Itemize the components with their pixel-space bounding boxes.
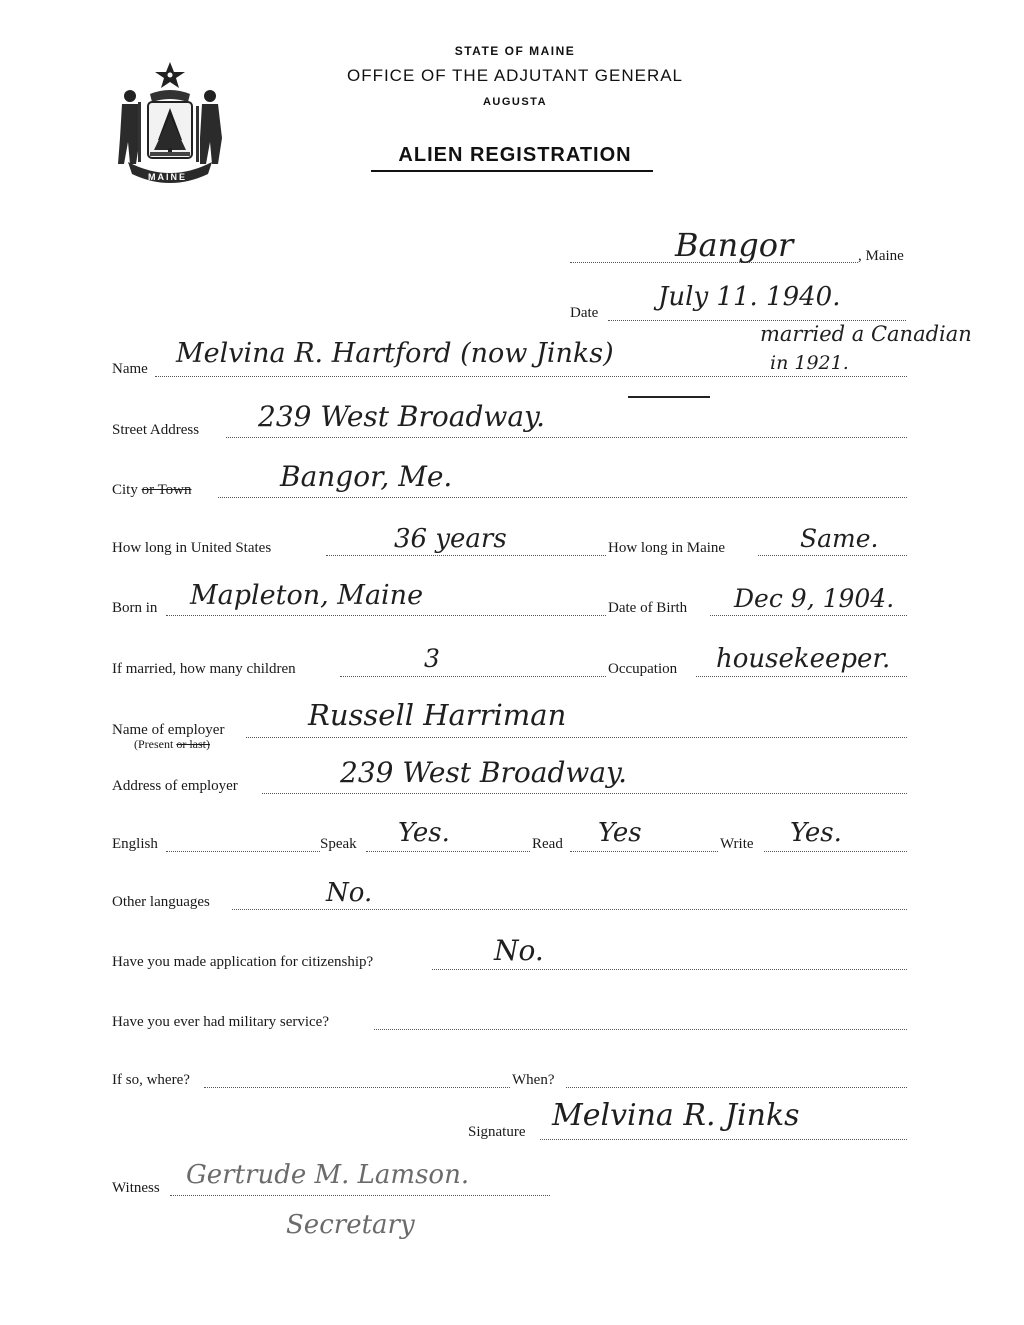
street-line xyxy=(226,437,907,438)
how-long-us-value: 36 years xyxy=(394,524,507,554)
city-label-text: City xyxy=(112,482,138,498)
how-long-us-label: How long in United States xyxy=(112,540,272,556)
occupation-label: Occupation xyxy=(608,661,678,677)
date-line xyxy=(608,320,906,321)
witness-title: Secretary xyxy=(286,1210,415,1240)
street-label: Street Address xyxy=(112,422,200,438)
witness-label: Witness xyxy=(112,1180,160,1196)
header-city: AUGUSTA xyxy=(482,96,548,108)
english-line xyxy=(166,851,320,852)
seal-banner-text: MAINE xyxy=(148,172,187,182)
born-in-label: Born in xyxy=(112,600,158,616)
name-label: Name xyxy=(112,361,148,377)
dob-value: Dec 9, 1904. xyxy=(734,584,895,613)
city-value: Bangor, Me. xyxy=(280,460,453,493)
employer-label: Name of employer xyxy=(112,722,225,738)
name-value: Melvina R. Hartford (now Jinks) xyxy=(176,338,614,369)
military-line xyxy=(374,1029,907,1030)
header-office: OFFICE OF THE ADJUTANT GENERAL xyxy=(346,66,684,85)
english-label: English xyxy=(112,836,158,852)
children-line xyxy=(340,676,606,677)
employer-address-value: 239 West Broadway. xyxy=(340,756,628,789)
children-label: If married, how many children xyxy=(112,661,296,677)
write-line xyxy=(764,851,907,852)
employer-value: Russell Harriman xyxy=(308,698,567,732)
military-label: Have you ever had military service? xyxy=(112,1014,329,1030)
write-label: Write xyxy=(720,836,754,852)
state-seal-icon xyxy=(110,58,230,188)
date-value: July 11. 1940. xyxy=(658,282,841,312)
employer-sub-label-struck: or last) xyxy=(176,737,210,751)
signature-label: Signature xyxy=(468,1124,526,1140)
place-suffix: , Maine xyxy=(858,248,904,264)
witness-line xyxy=(170,1195,550,1196)
city-label xyxy=(112,482,192,499)
how-long-maine-label: How long in Maine xyxy=(608,540,726,556)
name-line xyxy=(155,376,907,377)
when-line xyxy=(566,1087,907,1088)
city-line xyxy=(218,497,907,498)
witness-value: Gertrude M. Lamson. xyxy=(186,1160,470,1190)
speak-line xyxy=(366,851,530,852)
header-state: STATE OF MAINE xyxy=(454,44,576,58)
where-line xyxy=(204,1087,510,1088)
write-value: Yes. xyxy=(790,818,842,848)
occupation-line xyxy=(696,676,907,677)
when-label: When? xyxy=(512,1072,555,1088)
employer-line xyxy=(246,737,907,738)
speak-value: Yes. xyxy=(398,818,450,848)
street-value: 239 West Broadway. xyxy=(258,400,546,433)
signature-line xyxy=(540,1139,907,1140)
where-label: If so, where? xyxy=(112,1072,190,1088)
citizenship-label: Have you made application for citizenship? xyxy=(112,954,374,970)
how-long-maine-value: Same. xyxy=(800,524,879,553)
other-languages-label: Other languages xyxy=(112,894,210,910)
other-languages-value: No. xyxy=(326,878,373,908)
signature-value: Melvina R. Jinks xyxy=(552,1098,800,1133)
born-in-line xyxy=(166,615,606,616)
children-value: 3 xyxy=(424,644,440,673)
dob-label: Date of Birth xyxy=(608,600,688,616)
employer-sub-label xyxy=(134,737,210,752)
employer-sub-label-text: (Present xyxy=(134,737,174,751)
name-note-2: in 1921. xyxy=(770,352,849,374)
occupation-value: housekeeper. xyxy=(716,644,891,674)
how-long-maine-line xyxy=(758,555,907,556)
read-label: Read xyxy=(532,836,563,852)
employer-address-label: Address of employer xyxy=(112,778,238,794)
place-value: Bangor xyxy=(675,226,794,264)
born-in-value: Mapleton, Maine xyxy=(190,580,424,611)
name-underline-mark xyxy=(628,396,710,398)
date-label: Date xyxy=(570,305,599,321)
city-label-struck: or Town xyxy=(141,482,192,498)
read-line xyxy=(570,851,718,852)
form-title: ALIEN REGISTRATION xyxy=(398,144,632,166)
speak-label: Speak xyxy=(320,836,357,852)
other-languages-line xyxy=(232,909,907,910)
citizenship-value: No. xyxy=(494,934,544,967)
dob-line xyxy=(710,615,907,616)
citizenship-line xyxy=(432,969,907,970)
employer-address-line xyxy=(262,793,907,794)
read-value: Yes xyxy=(598,818,642,848)
name-note-1: married a Canadian xyxy=(760,322,972,346)
how-long-us-line xyxy=(326,555,606,556)
title-underline xyxy=(371,170,653,172)
